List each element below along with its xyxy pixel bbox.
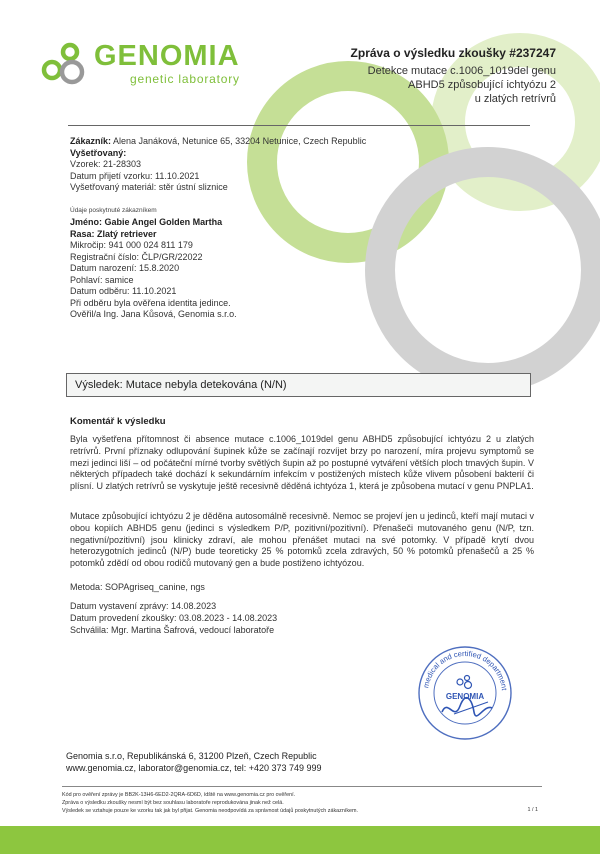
verified-by: Ověřil/a Ing. Jana Kůsová, Genomia s.r.o. bbox=[70, 309, 237, 319]
sample-material: Vyšetřovaný materiál: stěr ústní sliznice bbox=[70, 182, 228, 192]
animal-name: Jméno: Gabie Angel Golden Martha bbox=[70, 217, 223, 227]
certified-stamp bbox=[414, 642, 516, 744]
verification-code-note: Kód pro ověření zprávy je BB2K-13H6-6ED2-2QRA-6D6D, ídště na www.genomia.cz pro ověření. bbox=[62, 792, 296, 798]
customer-line: Zákazník: Alena Janáková, Netunice 65, 33204 Netunice, Czech Republic bbox=[70, 136, 367, 146]
result-text: Výsledek: Mutace nebyla detekována (N/N) bbox=[75, 379, 287, 391]
comment-paragraph-2: Mutace způsobující ichtyózu 2 je děděna autosomálně recesivně. Nemoc se projeví jen u jedinců, kteří mají mutaci v obou kopiích ABHD5 genu (jedinci s výsledkem P/P, pozitivní/pozitivní). Přenašeči mutovaného genu (N/P, tzn. negativní/pozitivní) jsou klinicky zdraví, ale mohou přenášet mutaci na své potomky. V případě krytí dvou heterozygotních jedinců (N/P) bude teoreticky 25 % potomků zcela zdravých, 50 % potomků přenašečů a 25 % potomků zdědí od obou rodičů mutovaný gen a bude postiženo ichtyózou. bbox=[70, 511, 534, 569]
report-subtitle-line1: Detekce mutace c.1006_1019del genu bbox=[367, 65, 556, 77]
issue-date: Datum vystavení zprávy: 14.08.2023 bbox=[70, 601, 217, 611]
identity-note: Při odběru byla ověřena identita jedince. bbox=[70, 297, 231, 308]
result-box bbox=[66, 373, 531, 397]
stamp-ring-text: medical and certified department bbox=[421, 648, 509, 691]
animal-birth-date: Datum narození: 15.8.2020 bbox=[70, 263, 180, 273]
animal-sex: Pohlaví: samice bbox=[70, 274, 134, 285]
logo-wordmark: GENOMIA bbox=[94, 40, 240, 72]
received-date: Datum přijetí vzorku: 11.10.2021 bbox=[70, 170, 200, 181]
gray-ring bbox=[380, 162, 596, 378]
logo-subtitle: genetic laboratory bbox=[130, 72, 240, 86]
customer-block bbox=[70, 136, 366, 194]
header-divider bbox=[68, 125, 530, 126]
footer-notes bbox=[62, 791, 542, 815]
company-contacts[interactable]: www.genomia.cz, laborator@genomia.cz, tel: +420 373 749 999 bbox=[66, 763, 322, 773]
test-period: Datum provedení zkoušky: 03.08.2023 - 14.08.2023 bbox=[70, 613, 278, 623]
animal-microchip: Mikročip: 941 000 024 811 179 bbox=[70, 240, 193, 250]
report-title: Zpráva o výsledku zkoušky #237247 bbox=[350, 46, 556, 60]
animal-block bbox=[70, 206, 237, 321]
sample-id: Vzorek: 21-28303 bbox=[70, 159, 142, 169]
animal-breed: Rasa: Zlatý retriever bbox=[70, 228, 157, 239]
genomia-logo bbox=[40, 38, 270, 88]
bottom-green-bar bbox=[0, 826, 600, 854]
examined-label: Vyšetřovaný: bbox=[70, 147, 127, 158]
comment-paragraph-1: Byla vyšetřena přítomnost či absence mutace c.1006_1019del genu ABHD5 způsobující ichtyózu 2 u zlatých retrívrů. První příznaky odlupování šupinek kůže se začínají rozvíjet brzy po narození, míra projevu symptomů se mezi jedinci liší – od počáteční mírné tvorby světlých šupin až po postupné vytváření větších ploch tmavých šupin. V některých případech také dochází k sekundárním infekcím v postižených místech kůže vlivem působení bakterií či plísní. U zlatých retrívrů se vyskytuje ještě recesivně děděná ichtyóza 1, která je způsobena mutací v genu PNPLA1. bbox=[70, 434, 534, 492]
animal-registration: Registrační číslo: ČLP/GR/22022 bbox=[70, 251, 203, 262]
report-subtitle-line3: u zlatých retrívrů bbox=[474, 93, 556, 105]
customer-data-note: Údaje poskytnuté zákazníkem bbox=[70, 207, 157, 214]
footer-address bbox=[66, 750, 322, 774]
sample-scope-note: Výsledek se vztahuje pouze ke vzorku tak jak byl přijat. Genomia neodpovídá za správnost údajů poskytnutých zákazníkem. bbox=[62, 808, 359, 814]
reproduction-note: Zpráva o výsledku zkoušky nesmí být bez souhlasu laboratoře reprodukována jinak než celá. bbox=[62, 800, 284, 806]
logo-circles-icon bbox=[40, 40, 92, 86]
page-number: 1 / 1 bbox=[527, 807, 538, 813]
method: Metoda: SOPAgriseq_canine, ngs bbox=[70, 582, 205, 592]
report-header bbox=[306, 46, 556, 106]
company-address: Genomia s.r.o, Republikánská 6, 31200 Plzeň, Czech Republic bbox=[66, 751, 317, 761]
approved-by: Schválila: Mgr. Martina Šafrová, vedoucí laboratoře bbox=[70, 625, 275, 635]
footer-divider bbox=[62, 786, 542, 787]
comment-title: Komentář k výsledku bbox=[70, 416, 166, 427]
report-subtitle-line2: ABHD5 způsobující ichtyózu 2 bbox=[408, 79, 556, 91]
stamp-center-text: GENOMIA bbox=[445, 692, 485, 701]
sampling-date: Datum odběru: 11.10.2021 bbox=[70, 286, 177, 296]
